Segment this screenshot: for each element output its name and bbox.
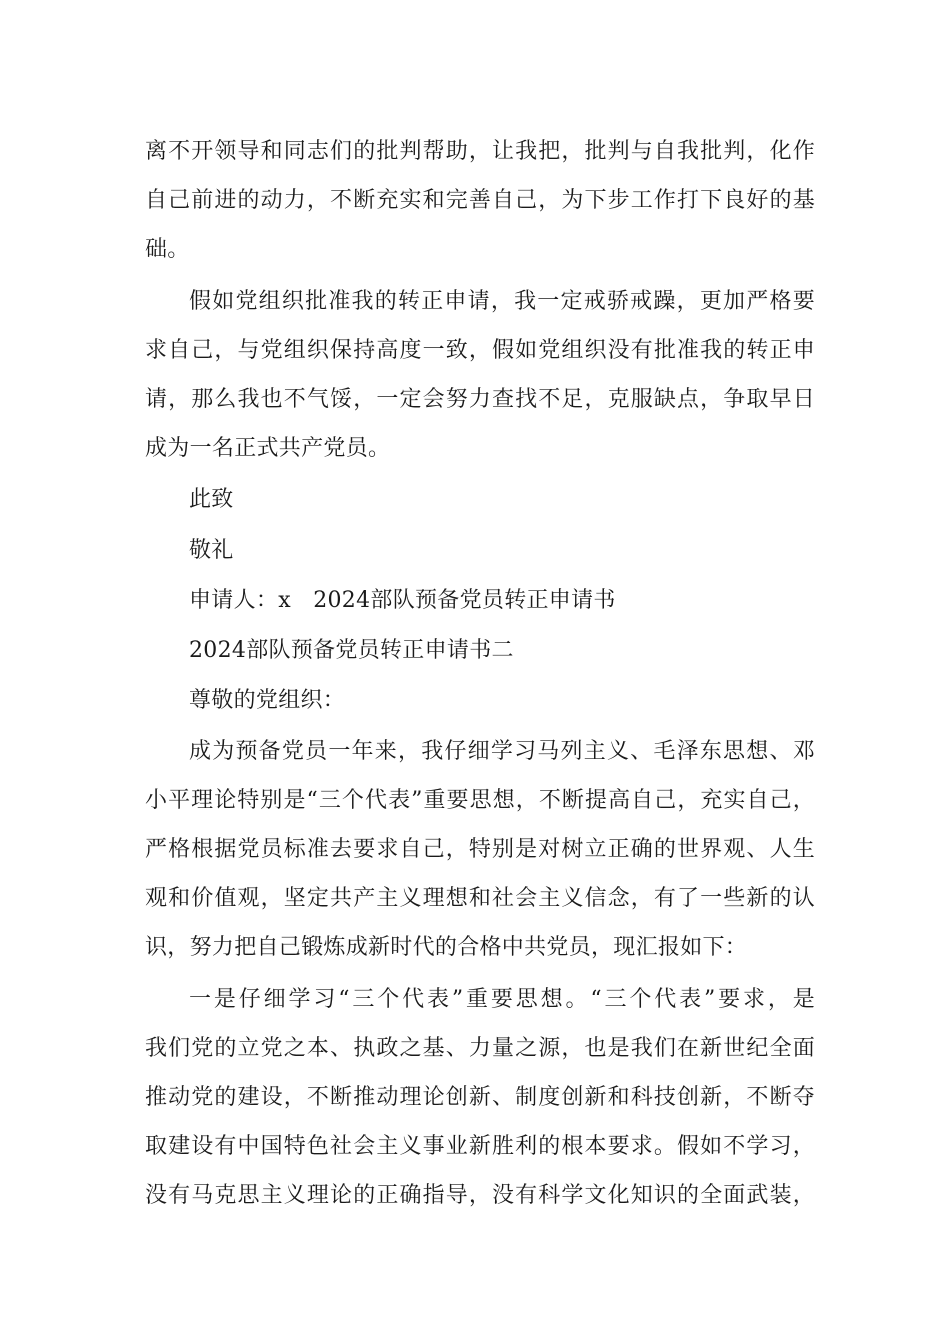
greeting: 尊敬的党组织： (189, 688, 346, 713)
text-line: 没有马克思主义理论的正确指导，没有科学文化知识的全面武装， (145, 1183, 815, 1208)
text-line: 我们党的立党之本、执政之基、力量之源，也是我们在新世纪全面 (145, 1036, 815, 1061)
closing-salutation: 此致 (189, 487, 234, 512)
text-line: 础。 (145, 237, 190, 262)
text-line: 观和价值观，坚定共产主义理想和社会主义信念，有了一些新的认 (145, 886, 815, 911)
text-line: 自己前进的动力，不断充实和完善自己，为下步工作打下良好的基 (145, 188, 815, 213)
applicant-line: 申请人：x 2024部队预备党员转正申请书 (189, 588, 616, 613)
text-line: 推动党的建设，不断推动理论创新、制度创新和科技创新，不断夺 (145, 1085, 815, 1110)
text-line: 小平理论特别是“三个代表”重要思想，不断提高自己，充实自己， (145, 788, 815, 813)
text-line: 请，那么我也不气馁，一定会努力查找不足，克服缺点，争取早日 (145, 387, 815, 412)
text-line: 成为一名正式共产党员。 (145, 436, 391, 461)
closing-regards: 敬礼 (189, 538, 234, 563)
text-line: 一是仔细学习“三个代表”重要思想。“三个代表”要求，是 (189, 987, 815, 1012)
text-line: 严格根据党员标准去要求自己，特别是对树立正确的世界观、人生 (145, 837, 815, 862)
text-line: 求自己，与党组织保持高度一致，假如党组织没有批准我的转正申 (145, 338, 815, 363)
text-line: 假如党组织批准我的转正申请，我一定戒骄戒躁，更加严格要 (189, 289, 815, 314)
section-title: 2024部队预备党员转正申请书二 (189, 638, 514, 663)
text-line: 成为预备党员一年来，我仔细学习马列主义、毛泽东思想、邓 (189, 739, 815, 764)
text-line: 识，努力把自己锻炼成新时代的合格中共党员，现汇报如下： (145, 935, 748, 960)
text-line: 取建设有中国特色社会主义事业新胜利的根本要求。假如不学习， (145, 1134, 815, 1159)
text-line: 离不开领导和同志们的批判帮助，让我把，批判与自我批判，化作 (145, 139, 815, 164)
